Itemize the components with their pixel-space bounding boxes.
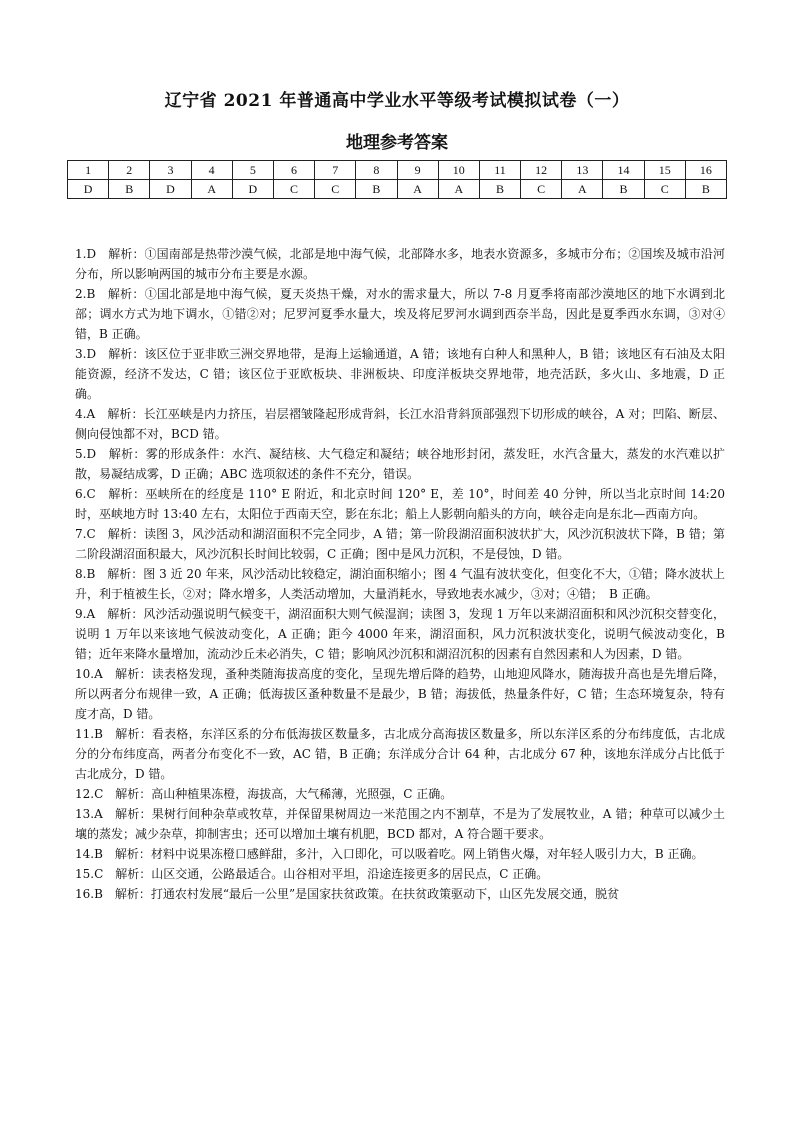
answer-letter: C [521,180,562,199]
question-number: 11 [479,161,520,180]
answer-table-number-row [68,161,727,180]
answer-letter: A [191,180,232,199]
answer-letter: B [356,180,397,199]
explanation-paragraph: 16.B 解析：打通农村发展“最后一公里”是国家扶贫政策。在扶贫政策驱动下，山区先发展交通，脱贫 [75,887,620,901]
explanation-paragraph: 5.D 解析：雾的形成条件：水汽、凝结核、大气稳定和凝结；峡谷地形封闭，蒸发旺，水汽含量大，蒸发的水汽难以扩散，易凝结成雾，D 正确；ABC 选项叙述的条件不充分，错误。 [75,447,725,481]
question-number: 16 [685,161,726,180]
explanation-paragraph: 2.B 解析：①国北部是地中海气候，夏天炎热干燥，对水的需求量大，所以 7-8 月夏季将南部沙漠地区的地下水调到北部；调水方式为地下调水，①错②对；尼罗河夏季水量大，埃及将尼罗河水调到西奈半岛，因此是夏季西水东调，③对④错，B 正确。 [75,287,725,341]
explanation-paragraph: 1.D 解析：①国南部是热带沙漠气候，北部是地中海气候，北部降水多，地表水资源多，多城市分布；②国埃及城市沿河分布，所以影响两国的城市分布主要是水源。 [75,247,725,281]
answer-letter: D [68,180,109,199]
page-subtitle: 地理参考答案 [346,133,448,153]
question-number: 7 [315,161,356,180]
explanation-paragraph: 13.A 解析：果树行间种杂草或牧草，并保留果树周边一米范围之内不割草，不是为了发展牧业，A 错；种草可以减少土壤的蒸发；减少杂草，抑制害虫；还可以增加土壤有机肥，BCD 都对，A 符合题干要求。 [75,807,725,841]
question-number: 8 [356,161,397,180]
answer-letter: A [562,180,603,199]
answer-letter: B [479,180,520,199]
answer-letter: A [397,180,438,199]
explanation-paragraph: 7.C 解析：读图 3，风沙活动和湖沼面积不完全同步，A 错；第一阶段湖沼面积波状扩大，风沙沉积波状下降，B 错；第二阶段湖沼面积最大，风沙沉积长时间比较弱，C 正确；图中是风力沉积，不是侵蚀，D 错。 [75,527,725,561]
answer-letter: B [685,180,726,199]
question-number: 3 [150,161,191,180]
explanation-paragraph: 14.B 解析：材料中说果冻橙口感鲜甜，多汁，入口即化，可以吸着吃。网上销售火爆，对年轻人吸引力大，B 正确。 [75,847,704,861]
answer-letter: C [273,180,314,199]
question-number: 10 [438,161,479,180]
explanation-paragraph: 15.C 解析：山区交通，公路最适合。山谷相对平坦，沿途连接更多的居民点，C 正确。 [75,867,549,881]
question-number: 6 [273,161,314,180]
answer-table-answer-row [68,180,727,199]
question-number: 2 [109,161,150,180]
question-number: 13 [562,161,603,180]
answer-letter: C [644,180,685,199]
answer-letter: B [109,180,150,199]
page-title: 辽宁省 2021 年普通高中学业水平等级考试模拟试卷（一） [164,91,630,111]
answer-table [67,160,727,199]
question-number: 5 [232,161,273,180]
explanation-paragraph: 8.B 解析：图 3 近 20 年来，风沙活动比较稳定，湖泊面积缩小；图 4 气温有波状变化，但变化不大，①错；降水波状上升，利于植被生长，②对；降水增多，人类活动增加，大量消耗水，导致地表水减少，③对；④错； B 正确。 [75,567,725,601]
explanation-paragraph: 11.B 解析：看表格，东洋区系的分布低海拔区数量多，古北成分高海拔区数量多，所以东洋区系的分布纬度低，古北成分的分布纬度高，两者分布变化不一致，AC 错，B 正确；东洋成分合计 64 种，古北成分 67 种，该地东洋成分占比低于古北成分，D 错。 [75,727,725,781]
answer-letter: D [232,180,273,199]
explanation-paragraph: 4.A 解析：长江巫峡是内力挤压，岩层褶皱隆起形成背斜，长江水沿背斜顶部强烈下切形成的峡谷，A 对；凹陷、断层、侧向侵蚀都不对，BCD 错。 [75,407,725,441]
explanations-section [75,244,725,904]
question-number: 9 [397,161,438,180]
answer-letter: D [150,180,191,199]
question-number: 15 [644,161,685,180]
explanation-paragraph: 3.D 解析：该区位于亚非欧三洲交界地带，是海上运输通道，A 错；该地有白种人和黑种人，B 错；该地区有石油及太阳能资源，经济不发达，C 错；该区位于亚欧板块、非洲板块、印度洋板块交界地带，地壳活跃，多火山、多地震，D 正确。 [75,347,725,401]
explanation-paragraph: 10.A 解析：读表格发现，蚤种类随海拔高度的变化，呈现先增后降的趋势，山地迎风降水，随海拔升高也是先增后降，所以两者分布规律一致，A 正确；低海拔区蚤种数量不是最少，B 错；海拔低，热量条件好，C 错；生态环境复杂，特有度才高，D 错。 [75,667,725,721]
answer-letter: A [438,180,479,199]
explanation-paragraph: 12.C 解析：高山种植果冻橙，海拔高，大气稀薄，光照强，C 正确。 [75,787,453,801]
answer-letter: B [603,180,644,199]
explanation-paragraph: 6.C 解析：巫峡所在的经度是 110° E 附近，和北京时间 120° E，差 10°，时间差 40 分钟，所以当北京时间 14:20 时，巫峡地方时 13:40 左右，太阳位于西南天空，影在东北；船上人影朝向船头的方向，峡谷走向是东北—西南方向。 [75,487,725,521]
question-number: 14 [603,161,644,180]
answer-letter: C [315,180,356,199]
question-number: 12 [521,161,562,180]
explanation-paragraph: 9.A 解析：风沙活动强说明气候变干，湖沼面积大则气候湿润；读图 3，发现 1 万年以来湖沼面积和风沙沉积交替变化，说明 1 万年以来该地气候波动变化，A 正确；距今 4000 年来，湖沼面积，风力沉积波状变化，说明气候波动变化，B 错；近年来降水量增加，流动沙丘未必消失，C 错；影响风沙沉积和湖沼沉积的因素有自然因素和人为因素，D 错。 [75,607,725,661]
question-number: 4 [191,161,232,180]
question-number: 1 [68,161,109,180]
